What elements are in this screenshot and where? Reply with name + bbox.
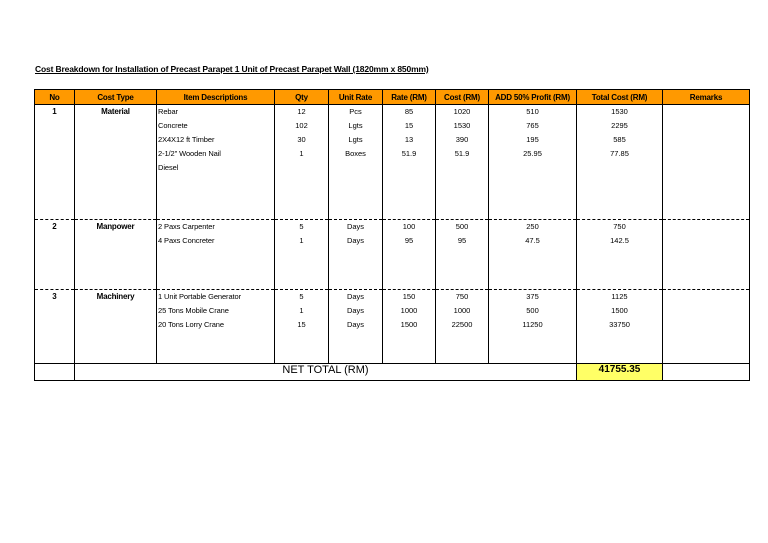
item-profit-column — [489, 290, 577, 364]
group-cost-type: Manpower — [75, 220, 157, 290]
item-profit: 500 — [526, 306, 539, 315]
item-unit: Pcs — [349, 107, 362, 116]
item-qty: 102 — [295, 121, 308, 130]
item-qty: 12 — [297, 107, 306, 116]
header-rate: Rate (RM) — [383, 90, 436, 105]
item-unit-column — [329, 105, 383, 220]
item-cost: 750 — [455, 292, 469, 301]
item-qty: 5 — [299, 222, 304, 231]
item-description: Diesel — [158, 163, 179, 172]
item-description-column — [157, 105, 275, 220]
item-profit: 765 — [526, 121, 539, 130]
item-total: 77.85 — [610, 149, 629, 158]
item-unit-column — [329, 290, 383, 364]
item-rate-column — [383, 290, 436, 364]
item-qty: 15 — [297, 320, 306, 329]
item-rate-column — [383, 105, 436, 220]
item-profit: 11250 — [522, 320, 543, 329]
item-description: 2 Paxs Carpenter — [158, 222, 215, 231]
item-total-column — [577, 105, 663, 220]
item-rate-column — [383, 220, 436, 290]
item-total: 750 — [613, 222, 626, 231]
header-total-cost: Total Cost (RM) — [577, 90, 663, 105]
item-rate — [383, 163, 435, 177]
item-total: 2295 — [611, 121, 628, 130]
item-profit: 510 — [526, 107, 539, 116]
item-unit: Boxes — [345, 149, 366, 158]
net-total-value: 41755.35 — [577, 364, 663, 381]
net-total-spacer — [35, 364, 75, 381]
item-total: 585 — [613, 135, 626, 144]
item-rate: 1000 — [400, 306, 418, 315]
header-remarks: Remarks — [663, 90, 750, 105]
item-cost: 1000 — [453, 306, 471, 315]
item-unit — [329, 163, 382, 177]
header-unit-rate: Unit Rate — [329, 90, 383, 105]
item-unit: Lgts — [348, 135, 363, 144]
item-total-column — [577, 290, 663, 364]
item-profit — [489, 163, 576, 177]
item-unit: Days — [346, 320, 365, 329]
item-rate: 1500 — [400, 320, 418, 329]
header-item-descriptions: Item Descriptions — [157, 90, 275, 105]
item-qty: 1 — [299, 149, 304, 158]
item-cost: 390 — [455, 135, 469, 144]
item-profit: 375 — [526, 292, 539, 301]
header-profit: ADD 50% Profit (RM) — [489, 90, 577, 105]
item-cost-column — [436, 105, 489, 220]
item-rate: 100 — [402, 222, 416, 231]
item-qty: 5 — [299, 292, 304, 301]
item-total-column — [577, 220, 663, 290]
item-description: 1 Unit Portable Generator — [158, 292, 241, 301]
item-qty: 1 — [299, 236, 304, 245]
group-remarks — [663, 290, 750, 364]
item-total: 142.5 — [610, 236, 629, 245]
item-qty-column — [275, 105, 329, 220]
item-cost-column — [436, 290, 489, 364]
cost-group-row — [35, 290, 750, 364]
group-cost-type: Material — [75, 105, 157, 220]
group-remarks — [663, 220, 750, 290]
item-qty: 30 — [297, 135, 306, 144]
item-profit-column — [489, 105, 577, 220]
header-cost: Cost (RM) — [436, 90, 489, 105]
item-cost: 1530 — [453, 121, 471, 130]
item-rate: 95 — [404, 236, 414, 245]
header-qty: Qty — [275, 90, 329, 105]
header-no: No — [35, 90, 75, 105]
item-cost: 500 — [455, 222, 469, 231]
item-total: 1125 — [611, 292, 628, 301]
item-profit: 195 — [526, 135, 539, 144]
item-total: 1500 — [611, 306, 628, 315]
item-cost — [436, 163, 488, 177]
item-rate: 15 — [404, 121, 414, 130]
item-description: Concrete — [158, 121, 188, 130]
item-profit: 25.95 — [523, 149, 542, 158]
item-total — [577, 163, 662, 177]
item-description-column — [157, 220, 275, 290]
item-qty-column — [275, 220, 329, 290]
item-rate: 85 — [404, 107, 414, 116]
item-total: 33750 — [609, 320, 630, 329]
item-description: 4 Paxs Concreter — [158, 236, 215, 245]
item-cost: 22500 — [451, 320, 473, 329]
item-qty-column — [275, 290, 329, 364]
item-description: 25 Tons Mobile Crane — [158, 306, 229, 315]
item-profit-column — [489, 220, 577, 290]
item-qty: 1 — [299, 306, 304, 315]
item-qty — [275, 163, 328, 177]
item-description: 2-1/2" Wooden Nail — [158, 149, 221, 158]
header-row — [35, 90, 750, 105]
group-remarks — [663, 105, 750, 220]
item-cost-column — [436, 220, 489, 290]
cost-breakdown-table — [34, 89, 750, 381]
net-total-row — [35, 364, 750, 381]
item-unit: Days — [346, 292, 365, 301]
group-number: 1 — [35, 105, 75, 220]
document-title: Cost Breakdown for Installation of Precast Parapet 1 Unit of Precast Parapet Wall (1820mm x 850mm) — [35, 64, 429, 74]
item-unit: Days — [346, 236, 365, 245]
item-rate: 150 — [402, 292, 416, 301]
item-cost: 51.9 — [454, 149, 470, 158]
group-number: 3 — [35, 290, 75, 364]
item-description: 20 Tons Lorry Crane — [158, 320, 224, 329]
item-profit: 250 — [526, 222, 539, 231]
group-cost-type: Machinery — [75, 290, 157, 364]
item-cost: 95 — [457, 236, 467, 245]
item-unit: Days — [346, 306, 365, 315]
item-unit-column — [329, 220, 383, 290]
item-total: 1530 — [611, 107, 628, 116]
cost-group-row — [35, 105, 750, 220]
net-total-label: NET TOTAL (RM) — [75, 364, 577, 381]
header-cost-type: Cost Type — [75, 90, 157, 105]
group-number: 2 — [35, 220, 75, 290]
item-cost: 1020 — [453, 107, 471, 116]
item-description: Rebar — [158, 107, 178, 116]
item-rate: 13 — [404, 135, 414, 144]
cost-group-row — [35, 220, 750, 290]
item-unit: Days — [346, 222, 365, 231]
item-description-column — [157, 290, 275, 364]
item-unit: Lgts — [348, 121, 363, 130]
net-total-remarks — [663, 364, 750, 381]
item-rate: 51.9 — [401, 149, 417, 158]
item-description: 2X4X12 ft Timber — [158, 135, 215, 144]
item-profit: 47.5 — [525, 236, 540, 245]
